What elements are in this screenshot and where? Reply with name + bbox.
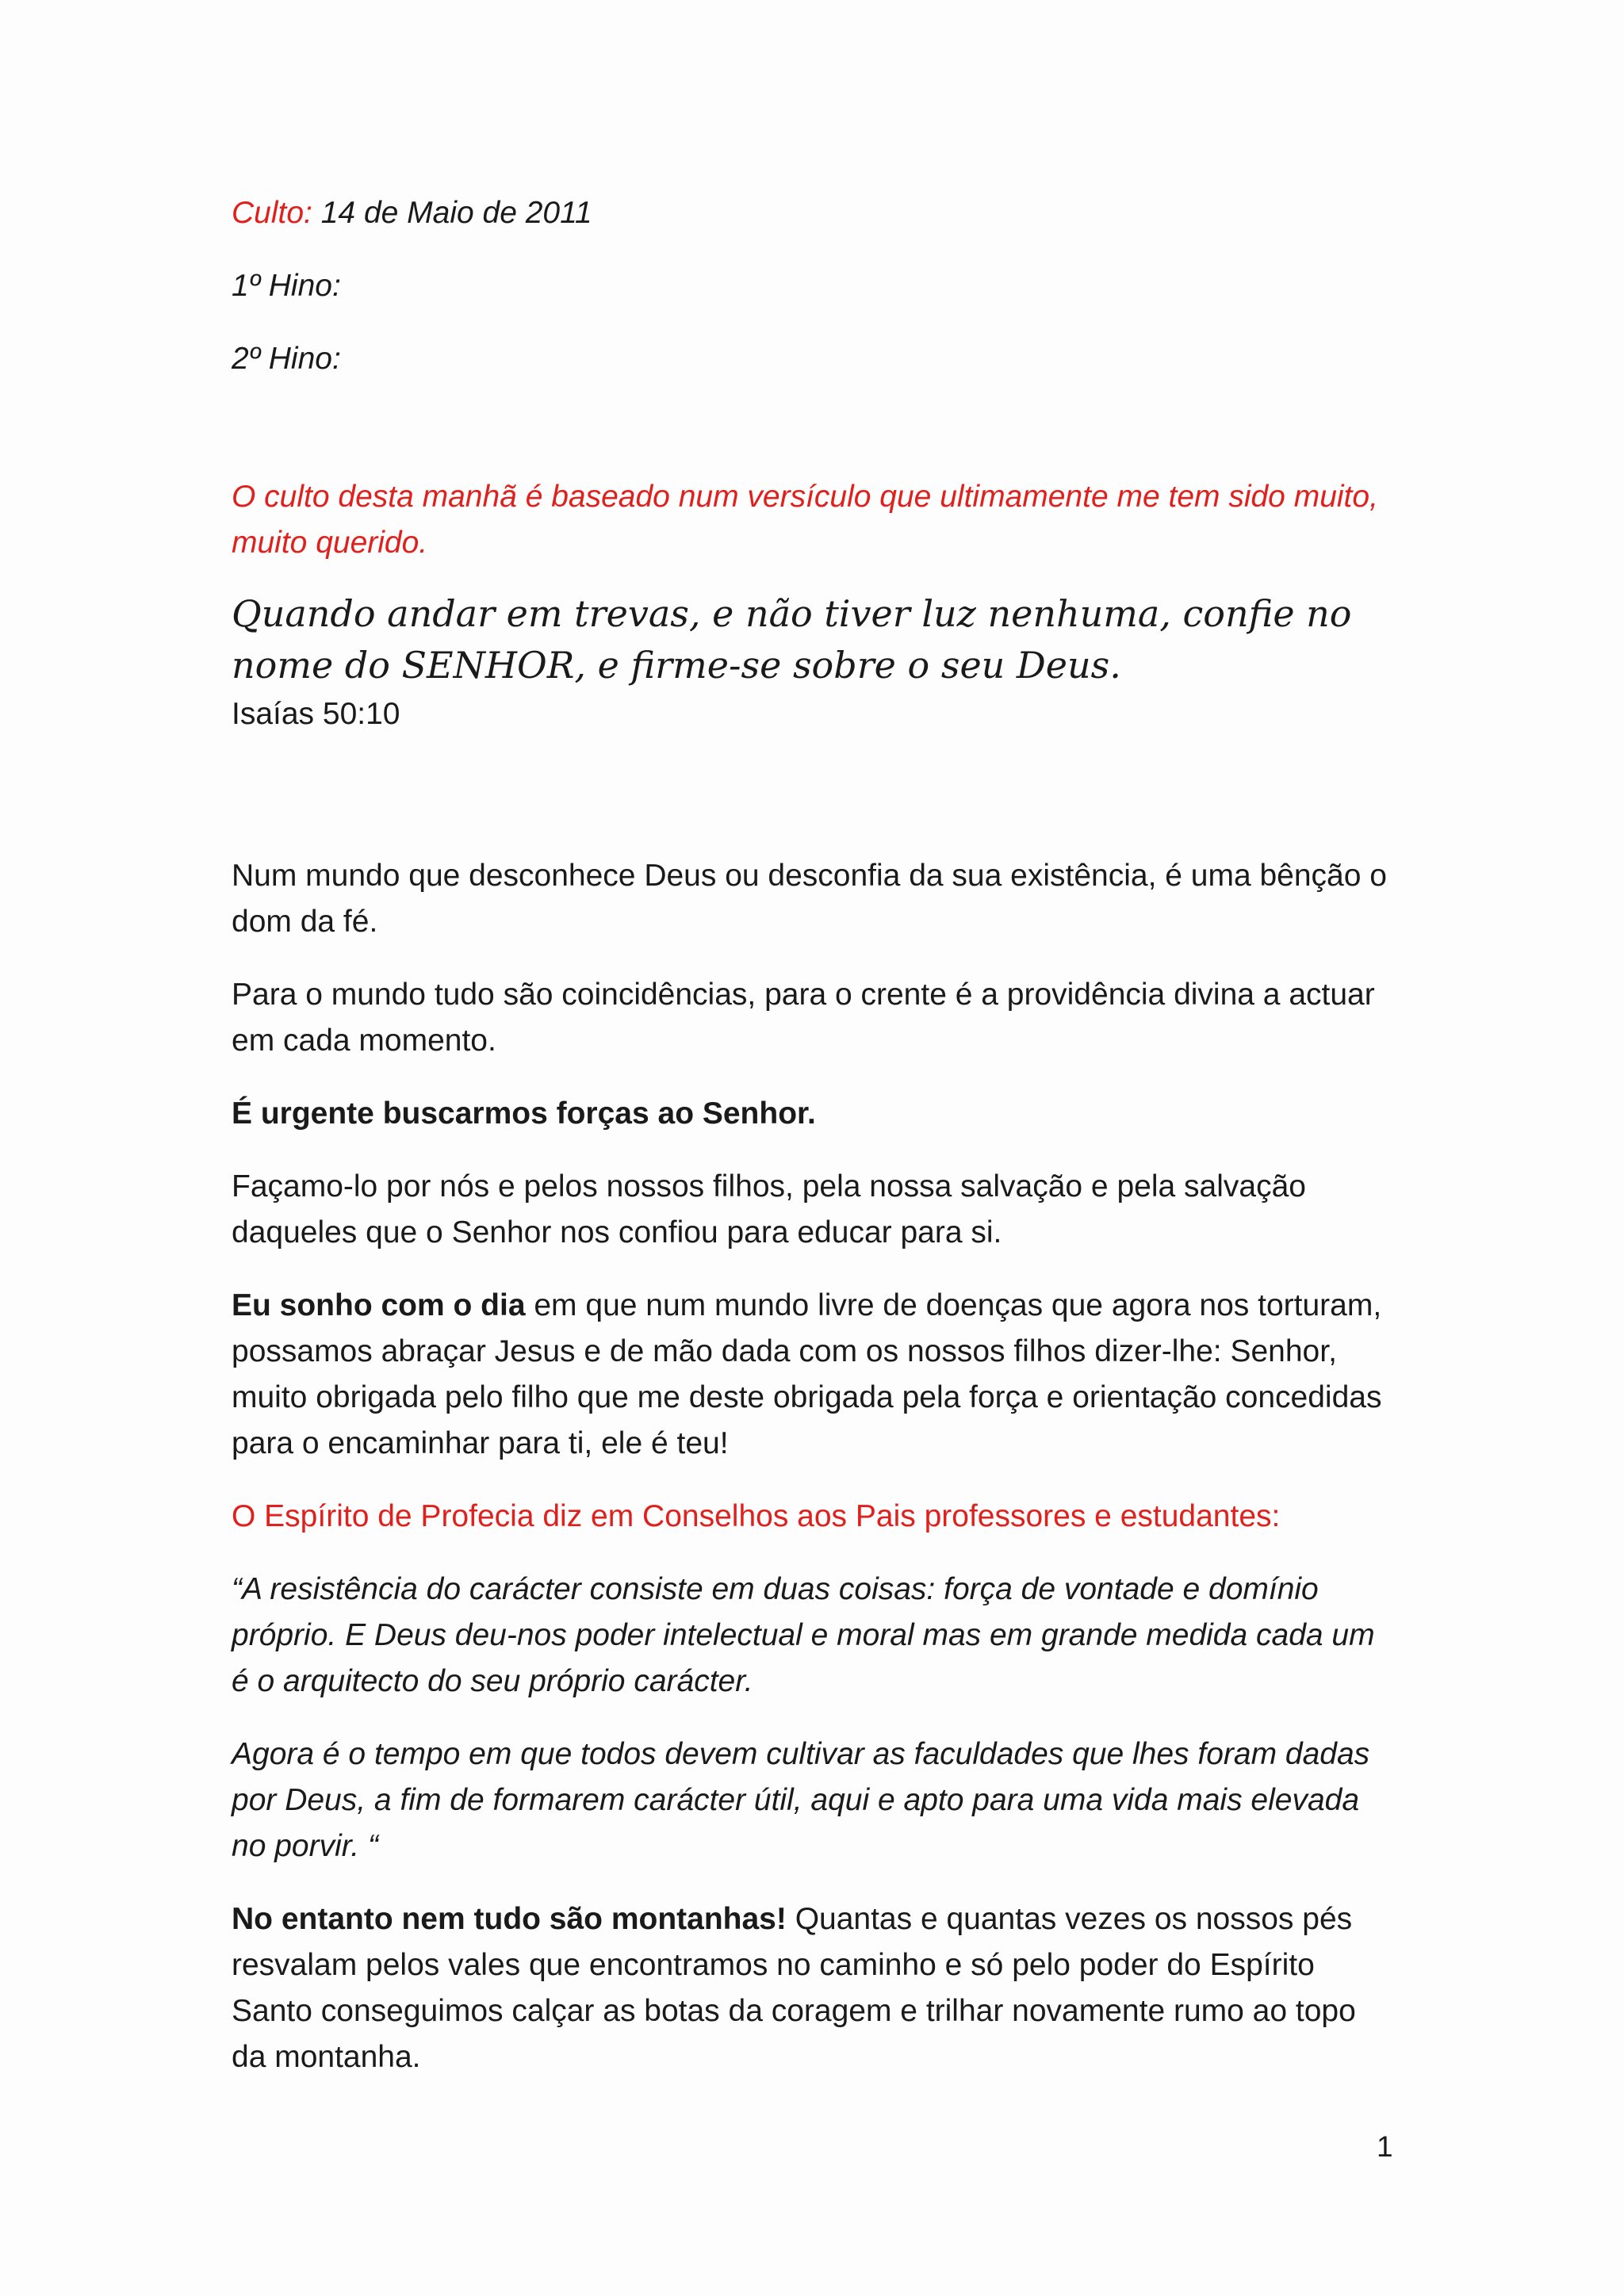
culto-date: 14 de Maio de 2011	[312, 196, 592, 230]
verse-reference: Isaías 50:10	[232, 697, 400, 731]
paragraph-5-lead: Eu sonho com o dia	[232, 1288, 526, 1322]
paragraph-1: Num mundo que desconhece Deus ou desconfia da sua existência, é uma bênção o dom da fé.	[232, 859, 1387, 939]
hino-2: 2º Hino:	[232, 342, 341, 376]
bible-verse: Quando andar em trevas, e não tiver luz nenhuma, confie no nome do SENHOR, e firme-se sobre o seu Deus.	[232, 592, 1352, 687]
culto-label: Culto:	[232, 196, 312, 230]
culto-line	[232, 190, 1397, 236]
paragraph-6: O Espírito de Profecia diz em Conselhos aos Pais professores e estudantes:	[232, 1499, 1281, 1533]
quote-paragraph-1: “A resistência do carácter consiste em duas coisas: força de vontade e domínio próprio. E Deus deu-nos poder intelectual e moral mas em grande medida cada um é o arquitecto do seu próprio carácter.	[232, 1572, 1375, 1698]
paragraph-7-text: Quantas e quantas vezes os nossos pés resvalam pelos vales que encontramos no caminho e só pelo poder do Espírito Santo conseguimos calçar as botas da coragem e trilhar novamente rumo ao topo da montanha.	[232, 1902, 1356, 2074]
quote-paragraph-2: Agora é o tempo em que todos devem cultivar as faculdades que lhes foram dadas por Deus, a fim de formarem carácter útil, aqui e apto para uma vida mais elevada no porvir. “	[232, 1737, 1370, 1863]
paragraph-7-lead: No entanto nem tudo são montanhas!	[232, 1902, 787, 1936]
page-content	[232, 190, 1397, 2107]
paragraph-5-text: em que num mundo livre de doenças que agora nos torturam, possamos abraçar Jesus e de mão dada com os nossos filhos dizer-lhe: Senhor, muito obrigada pelo filho que me deste obrigada pela força e orientação concedidas para o encaminhar para ti, ele é teu!	[232, 1288, 1382, 1460]
hino-1: 1º Hino:	[232, 269, 341, 303]
intro-paragraph: O culto desta manhã é baseado num versículo que ultimamente me tem sido muito, muito querido.	[232, 480, 1378, 560]
paragraph-4: Façamo-lo por nós e pelos nossos filhos, pela nossa salvação e pela salvação daqueles que o Senhor nos confiou para educar para si.	[232, 1169, 1306, 1249]
paragraph-7	[232, 1896, 1397, 2080]
paragraph-2: Para o mundo tudo são coincidências, para o crente é a providência divina a actuar em cada momento.	[232, 978, 1375, 1058]
paragraph-5	[232, 1283, 1397, 1467]
page-number: 1	[1377, 2130, 1393, 2163]
paragraph-3: É urgente buscarmos forças ao Senhor.	[232, 1096, 816, 1131]
